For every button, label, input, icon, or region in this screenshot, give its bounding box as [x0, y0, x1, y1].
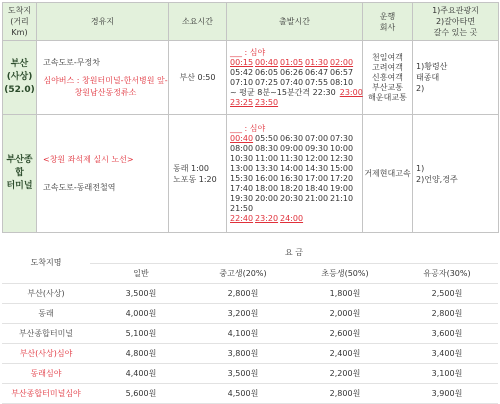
schedule-row	[3, 41, 499, 115]
time: 05:42	[230, 67, 254, 77]
time-night: 00:40	[230, 133, 254, 143]
fare-value: 4,100원	[192, 323, 294, 343]
fare-col-veteran: 유공자(30%)	[396, 263, 498, 283]
time: 06:26	[280, 67, 304, 77]
time-night: 22:40	[230, 213, 254, 223]
time: 09:00	[280, 143, 304, 153]
time: 16:30	[280, 173, 304, 183]
fare-value: 3,200원	[192, 303, 294, 323]
time: 15:30	[230, 173, 254, 183]
notes-text: 1) 2)언양,경주	[416, 163, 458, 184]
fare-col-general: 일반	[90, 263, 192, 283]
night-legend: ___ : 심야	[230, 47, 266, 57]
header-notes	[413, 3, 499, 41]
time: 12:30	[330, 153, 354, 163]
via-main: 고속도로-무정차	[43, 57, 100, 67]
fare-col-child: 초등생(50%)	[294, 263, 396, 283]
header-departure: 출발시간	[227, 3, 363, 41]
time-night: 02:00	[330, 57, 354, 67]
time: 14:30	[305, 163, 329, 173]
fare-value: 4,500원	[192, 383, 294, 403]
time: 21:50	[230, 203, 254, 213]
time-row	[230, 164, 359, 174]
fare-value: 3,400원	[396, 343, 498, 363]
fare-value: 3,600원	[396, 323, 498, 343]
duration-text: 동래 1:00 노포동 1:20	[173, 163, 217, 184]
fare-row	[2, 283, 498, 303]
time: 17:20	[330, 173, 354, 183]
company-cell	[363, 41, 413, 115]
departure-cell	[227, 41, 363, 115]
time-night: 01:05	[280, 57, 304, 67]
time: 20:00	[255, 193, 279, 203]
via-cell	[37, 41, 169, 115]
schedule-row	[3, 115, 499, 233]
time-night: 01:30	[305, 57, 329, 67]
fare-dest: 부산종합터미널	[2, 323, 90, 343]
fare-dest-night: 동래심야	[2, 363, 90, 383]
time: 07:40	[280, 77, 304, 87]
fare-value: 3,500원	[192, 363, 294, 383]
time-night: 00:15	[230, 57, 254, 67]
fare-value: 2,200원	[294, 363, 396, 383]
time-row	[230, 58, 359, 68]
time-row	[230, 154, 359, 164]
company-cell: 거제현대고속	[363, 115, 413, 233]
fare-row	[2, 343, 498, 363]
departure-cell	[227, 115, 363, 233]
time-row	[230, 184, 359, 194]
duration-cell	[169, 115, 227, 233]
notes-cell	[413, 115, 499, 233]
time: 20:30	[280, 193, 304, 203]
time: 10:30	[230, 153, 254, 163]
fare-value: 4,800원	[90, 343, 192, 363]
time: 13:00	[230, 163, 254, 173]
via-note: <창원 좌석제 실시 노선>	[43, 154, 134, 164]
via-cell	[37, 115, 169, 233]
time: 18:40	[305, 183, 329, 193]
fare-value: 2,000원	[294, 303, 396, 323]
time-row	[230, 144, 359, 154]
fare-value: 2,500원	[396, 283, 498, 303]
via-main: 고속도로-동래전철역	[43, 182, 116, 192]
time: 06:30	[280, 133, 304, 143]
fare-value: 4,400원	[90, 363, 192, 383]
fare-value: 3,100원	[396, 363, 498, 383]
header-company	[363, 3, 413, 41]
time: 18:20	[280, 183, 304, 193]
header-duration: 소요시간	[169, 3, 227, 41]
time-row	[230, 174, 359, 184]
fare-row	[2, 363, 498, 383]
time-row	[230, 68, 359, 78]
time: 17:00	[305, 173, 329, 183]
time: 19:00	[330, 183, 354, 193]
fare-value: 3,500원	[90, 283, 192, 303]
fare-table	[2, 243, 498, 404]
time-row	[230, 204, 359, 214]
fare-value: 2,400원	[294, 343, 396, 363]
fare-row	[2, 303, 498, 323]
time: 05:50	[255, 133, 279, 143]
fare-dest-night: 부산(사상)심야	[2, 343, 90, 363]
time-night: 24:00	[280, 213, 304, 223]
time: 11:00	[255, 153, 279, 163]
time: 07:00	[305, 133, 329, 143]
time-night: 00:40	[255, 57, 279, 67]
schedule-table	[2, 2, 499, 233]
time: 08:00	[230, 143, 254, 153]
fare-value: 2,800원	[192, 283, 294, 303]
night-legend: ___ : 심야	[230, 123, 266, 133]
fare-dest: 동래	[2, 303, 90, 323]
time: 10:00	[330, 143, 354, 153]
time: 18:00	[255, 183, 279, 193]
time: 12:00	[305, 153, 329, 163]
time-night: 23:20	[255, 213, 279, 223]
time: 09:30	[305, 143, 329, 153]
time-row	[230, 87, 363, 98]
fare-value: 2,800원	[294, 383, 396, 403]
schedule-header-row	[3, 3, 499, 41]
notes-cell	[413, 41, 499, 115]
time-night: 23:00	[339, 87, 363, 97]
dest-name: 부산 (사상) (52.0)	[4, 59, 35, 95]
fare-value: 2,600원	[294, 323, 396, 343]
time: 21:10	[330, 193, 354, 203]
fare-col-youth: 중고생(20%)	[192, 263, 294, 283]
fare-title: 요 금	[90, 243, 498, 263]
time-row	[230, 98, 359, 108]
time-row	[230, 78, 359, 88]
time: 11:30	[280, 153, 304, 163]
time: 07:10	[230, 77, 254, 87]
via-night: 심야버스 : 창원터미널-한서병원 앞- 창원남산동정류소	[43, 75, 168, 97]
time: 19:30	[230, 193, 254, 203]
fare-header-row	[2, 243, 498, 263]
interval-text: ~ 평균 8분~15분간격 22:30	[230, 87, 336, 97]
time: 08:30	[255, 143, 279, 153]
time: 06:05	[255, 67, 279, 77]
header-notes-text: 1)주요관광지 2)갈아타면 갈수 있는 곳	[432, 6, 479, 37]
company-names: 천일여객 고려여객 신흥여객 부산교통 해운대교통	[368, 52, 407, 102]
time: 13:30	[255, 163, 279, 173]
fare-value: 5,600원	[90, 383, 192, 403]
dest-cell	[3, 41, 37, 115]
header-dest	[3, 3, 37, 41]
dest-cell	[3, 115, 37, 233]
time: 07:30	[330, 133, 354, 143]
time: 14:00	[280, 163, 304, 173]
time: 08:10	[330, 77, 354, 87]
time: 07:25	[255, 77, 279, 87]
time: 15:00	[330, 163, 354, 173]
fare-dest-label: 도착지명	[2, 243, 90, 283]
time-night: 23:50	[255, 97, 279, 107]
time-row	[230, 214, 359, 224]
header-company-text: 운행 회사	[379, 11, 396, 32]
header-via: 경유지	[37, 3, 169, 41]
fare-value: 1,800원	[294, 283, 396, 303]
time: 21:00	[305, 193, 329, 203]
duration-cell: 부산 0:50	[169, 41, 227, 115]
fare-dest: 부산(사상)	[2, 283, 90, 303]
time: 07:55	[305, 77, 329, 87]
fare-row	[2, 383, 498, 403]
notes-text: 1)황령산 태종대 2)	[416, 62, 448, 93]
fare-value: 2,800원	[396, 303, 498, 323]
time-row	[230, 194, 359, 204]
time: 06:47	[305, 67, 329, 77]
dest-name: 부산종합 터미널	[6, 155, 33, 191]
time-night: 23:25	[230, 97, 254, 107]
header-dest-text: 도착지 (거리Km)	[7, 6, 32, 37]
fare-value: 4,000원	[90, 303, 192, 323]
time: 06:57	[330, 67, 354, 77]
fare-dest-night: 부산종합터미널심야	[2, 383, 90, 403]
time-row	[230, 134, 359, 144]
time: 16:00	[255, 173, 279, 183]
time: 17:40	[230, 183, 254, 193]
fare-value: 3,900원	[396, 383, 498, 403]
fare-row	[2, 323, 498, 343]
fare-value: 5,100원	[90, 323, 192, 343]
fare-value: 3,800원	[192, 343, 294, 363]
